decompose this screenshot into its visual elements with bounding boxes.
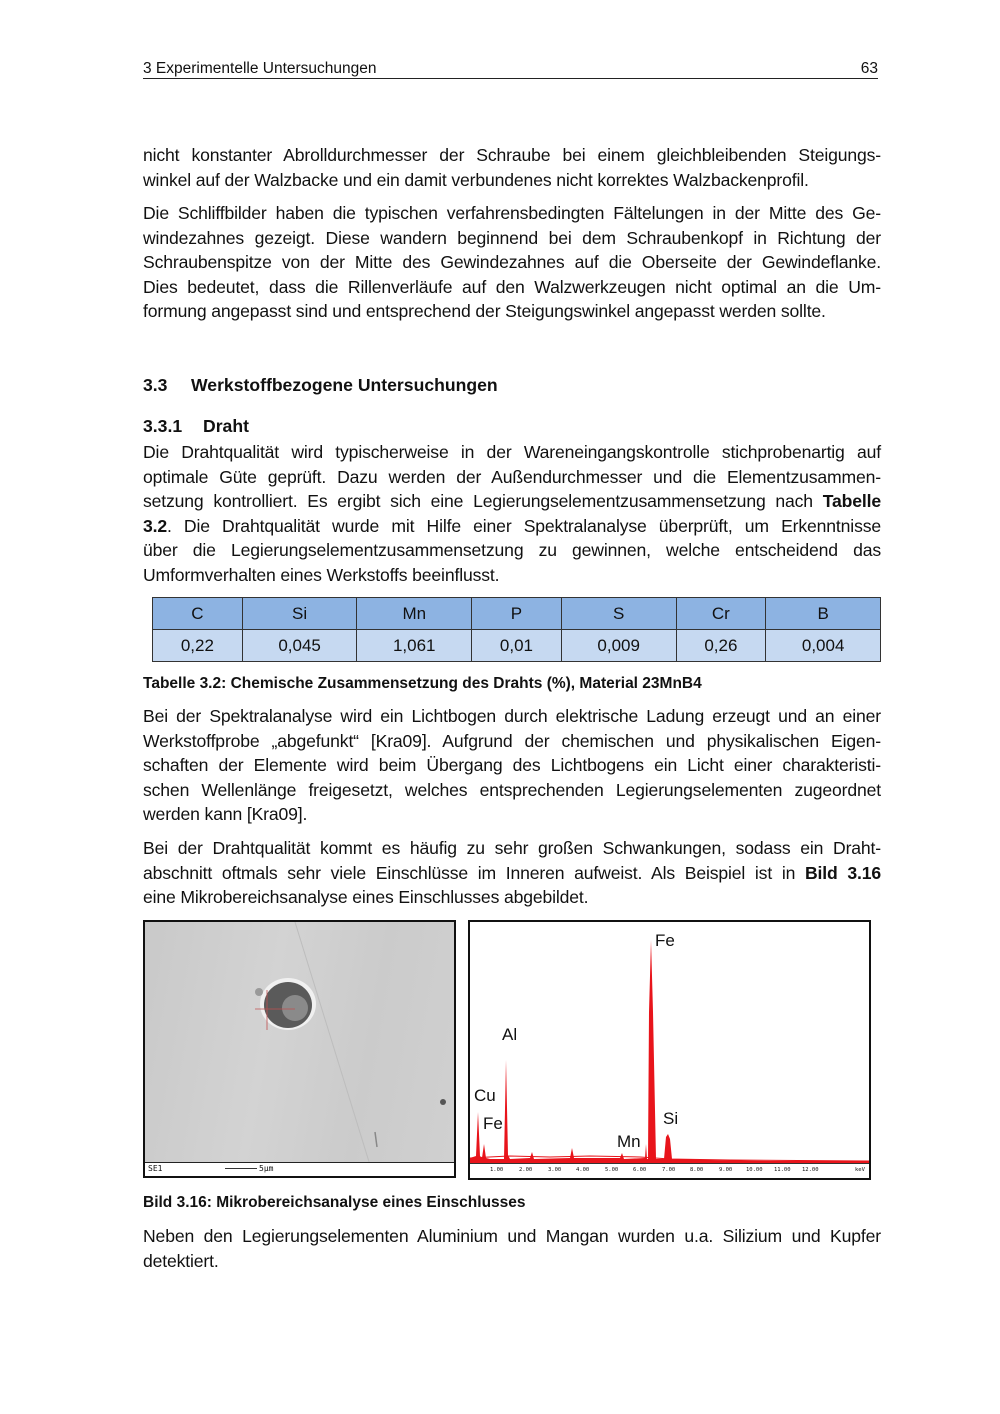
table-header-cell: S [561,598,676,630]
text-line: Neben den Legierungselementen Aluminium und Mangan wurden u.a. Silizium und Kupfer [143,1226,881,1246]
x-tick: 2.00 [519,1167,533,1173]
sem-image [145,922,454,1165]
text-line [143,489,881,514]
text-line: detektiert. [143,1250,219,1271]
peak-label-mn: Mn [617,1132,641,1151]
text-line: über die Legierungselementzusammensetzung zu gewinnen, welche entscheidend das [143,540,881,561]
x-unit: keV [855,1167,865,1173]
peak-label-fe: Fe [655,931,675,950]
inclusion-icon [145,922,456,1165]
text-line: Die Schliffbilder haben die typischen verfahrensbedingten Fältelungen in der Mitte des Ge- [143,203,881,223]
section-number: 3.3 [143,375,168,395]
text-line: werden kann [Kra09]. [143,804,308,825]
text-line: schen Wellenlänge freigesetzt, welches entsprechenden Legierungselementen zugeordnet [143,779,881,800]
table-cell: 0,01 [472,630,562,662]
scale-line [225,1168,257,1169]
text-line: Bei der Spektralanalyse wird ein Lichtbogen durch elektrische Ladung erzeugt und an einer [143,706,881,726]
table-cell: 0,009 [561,630,676,662]
paragraph-4 [143,704,881,827]
subsection-heading [143,416,249,437]
composition-table [152,597,881,662]
text-line [143,514,881,539]
text-span: . Die Drahtqualität wurde mit Hilfe einer Spektralanalyse überprüft, um Erkenntnisse [167,515,881,536]
page-number: 63 [860,60,878,77]
x-tick: 10.00 [746,1167,763,1173]
peak-label-cu: Cu [474,1086,496,1105]
x-tick: 4.00 [576,1167,590,1173]
x-tick: 5.00 [605,1167,619,1173]
text-line: Umformverhalten eines Werkstoffs beeinflusst. [143,564,500,585]
text-line: schaften der Elemente wird beim Übergang des Lichtbogens ein Licht einer charakteristi- [143,755,881,776]
x-tick: 6.00 [633,1167,647,1173]
text-span: setzung kontrolliert. Es ergibt sich eine Legierungselementzusammensetzung nach [143,491,823,512]
x-tick: 12.00 [802,1167,819,1173]
text-line: Bei der Drahtqualität kommt es häufig zu sehr großen Schwankungen, sodass ein Draht- [143,838,881,858]
chapter-title: 3 Experimentelle Untersuchungen [143,60,377,77]
x-axis [470,1163,869,1178]
figure-caption: Bild 3.16: Mikrobereichsanalyse eines Einschlusses [143,1194,526,1211]
text-line: windezahnes gezeigt. Diese wandern beginnend bei dem Schraubenkopf in Richtung der [143,227,881,248]
paragraph-2 [143,201,881,324]
table-cell: 0,045 [242,630,357,662]
running-header [143,58,878,79]
table-cell: 0,004 [766,630,881,662]
paragraph-6 [143,1224,881,1273]
subsection-title: Draht [203,416,249,436]
x-tick: 7.00 [662,1167,676,1173]
table-cell: 0,26 [676,630,766,662]
paragraph-1 [143,143,881,192]
table-cell: 1,061 [357,630,472,662]
table-header-cell: Si [242,598,357,630]
text-line: Schraubenspitze von der Mitte des Gewindezahnes auf die Oberseite der Gewindeflanke. [143,252,881,273]
text-span: abschnitt oftmals sehr viele Einschlüsse im Inneren aufweist. Als Beispiel ist in [143,862,805,883]
peak-label-si: Si [663,1109,679,1128]
paragraph-5 [143,836,881,910]
table-reference: 3.2 [143,515,168,536]
table-header-cell: Cr [676,598,766,630]
text-line: Die Drahtqualität wird typischerweise in der Wareneingangskontrolle stichprobenartig auf [143,442,881,462]
table-header-row [153,598,881,630]
sem-info-bar [145,1162,454,1176]
table-header-cell: B [766,598,881,630]
scale-label: 5µm [259,1164,274,1173]
scale-bar [225,1163,273,1175]
x-tick: 11.00 [774,1167,791,1173]
figure-reference: Bild 3.16 [804,862,881,883]
text-line: nicht konstanter Abrolldurchmesser der Schraube bei einem gleichbleibenden Steigungs- [143,145,881,165]
table-cell: 0,22 [153,630,243,662]
table-header-cell: P [472,598,562,630]
table-header-cell: C [153,598,243,630]
section-title: Werkstoffbezogene Untersuchungen [191,375,498,395]
text-line: Werkstoffprobe „abgefunkt“ [Kra09]. Aufgrund der chemischen und physikalischen Eigen- [143,730,881,751]
table-caption: Tabelle 3.2: Chemische Zusammensetzung des Drahts (%), Material 23MnB4 [143,675,702,692]
peak-label-al: Al [502,1025,518,1044]
x-tick: 1.00 [490,1167,504,1173]
text-line: eine Mikrobereichsanalyse eines Einschlusses abgebildet. [143,887,589,908]
eds-spectrum-chart [468,920,871,1180]
text-line: Dies bedeutet, dass die Rillenverläufe auf den Walzwerkzeugen nicht optimal an die Um- [143,276,881,297]
peak-label-fe-low: Fe [483,1114,503,1133]
text-line: optimale Güte geprüft. Dazu werden der Außendurchmesser und die Elementzusammen- [143,466,881,487]
paragraph-3 [143,440,881,588]
x-tick: 3.00 [548,1167,562,1173]
x-tick: 8.00 [690,1167,704,1173]
table-row [153,630,881,662]
table-reference: Tabelle [822,491,881,512]
subsection-number: 3.3.1 [143,416,183,436]
text-line [143,861,881,886]
sem-micrograph [143,920,456,1178]
text-line: formung angepasst sind und entsprechend der Steigungswinkel angepasst werden sollte. [143,301,826,322]
text-line: winkel auf der Walzbacke und ein damit verbundenes nicht korrektes Walzbackenprofil. [143,169,809,190]
x-tick: 9.00 [719,1167,733,1173]
table-header-cell: Mn [357,598,472,630]
section-heading [143,375,498,396]
detector-label: SE1 [148,1164,163,1173]
